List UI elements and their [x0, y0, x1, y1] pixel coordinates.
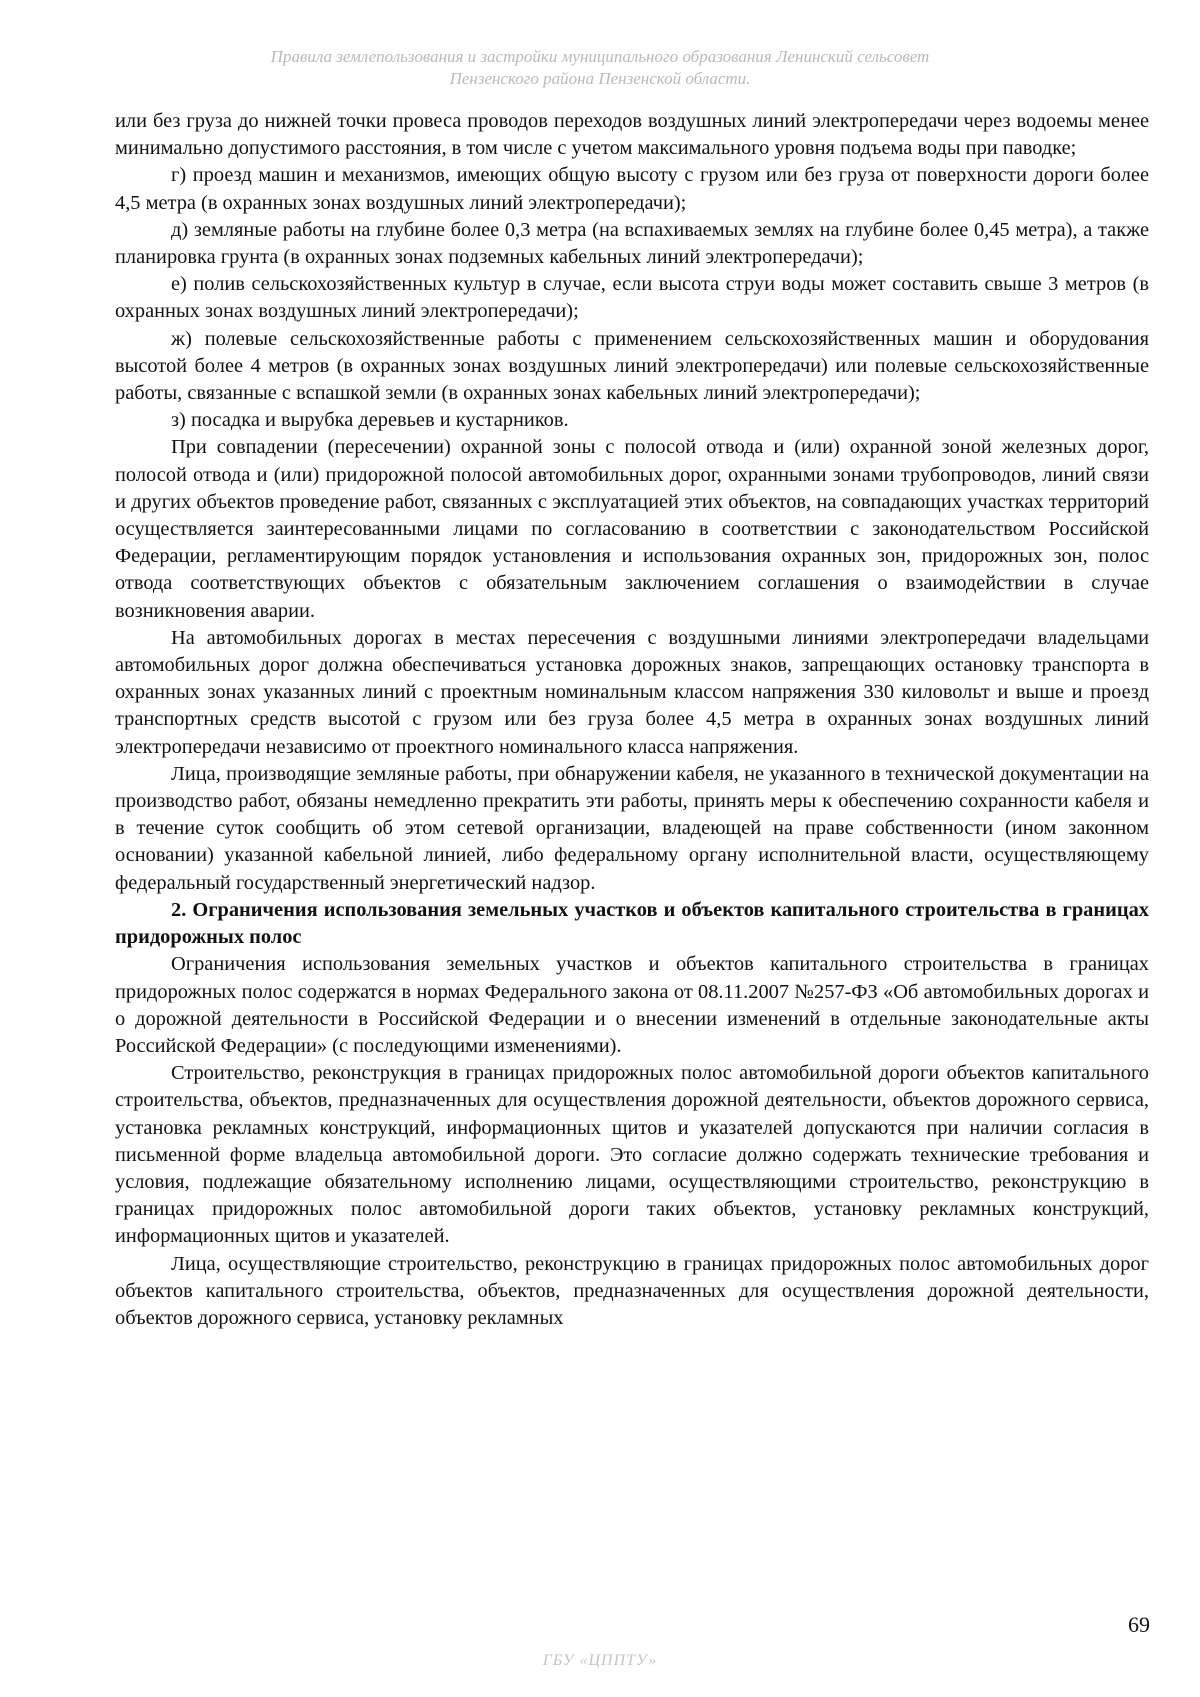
body-text [115, 108, 1149, 1332]
running-header [0, 46, 1200, 90]
list-item-z: з) посадка и вырубка деревьев и кустарников. [171, 409, 569, 432]
running-header-line-1: Правила землепользования и застройки муниципального образования Ленинский сельсовет [270, 47, 930, 66]
list-item-zh: ж) полевые сельскохозяйственные работы с применением сельскохозяйственных машин и оборудования высотой более 4 метров (в охранных зонах воздушных линий электропередачи) или полевые сельскохозяйственные работы, связанные с вспашкой земли (в охранных зонах кабельных линий электропередачи); [115, 327, 1149, 405]
paragraph: Лица, производящие земляные работы, при обнаружении кабеля, не указанного в технической документации на производство работ, обязаны немедленно прекратить эти работы, принять меры к обеспечению сохранности кабеля и в течение суток сообщить об этом сетевой организации, владеющей на праве собственности (ином законном основании) указанной кабельной линией, либо федеральному органу исполнительной власти, осуществляющему федеральный государственный энергетический надзор. [115, 762, 1149, 894]
paragraph: На автомобильных дорогах в местах пересечения с воздушными линиями электропередачи владельцами автомобильных дорог должна обеспечиваться установка дорожных знаков, запрещающих остановку транспорта в охранных зонах указанных линий с проектным номинальным классом напряжения 330 киловольт и выше и проезд транспортных средств высотой с грузом или без груза более 4,5 метра в охранных зонах воздушных линий электропередачи независимо от проектного номинального класса напряжения. [115, 626, 1149, 758]
paragraph: Ограничения использования земельных участков и объектов капитального строительства в границах придорожных полос содержатся в нормах Федерального закона от 08.11.2007 №257-ФЗ «Об автомобильных дорогах и о дорожной деятельности в Российской Федерации и о внесении изменений в отдельные законодательные акты Российской Федерации» (с последующими изменениями). [115, 953, 1149, 1057]
list-item-g: г) проезд машин и механизмов, имеющих общую высоту с грузом или без груза от поверхности дороги более 4,5 метра (в охранных зонах воздушных линий электропередачи); [115, 164, 1149, 214]
page-number: 69 [1128, 1612, 1150, 1637]
paragraph: При совпадении (пересечении) охранной зоны с полосой отвода и (или) охранной зоной железных дорог, полосой отвода и (или) придорожной полосой автомобильных дорог, охранными зонами трубопроводов, линий связи и других объектов проведение работ, связанных с эксплуатацией этих объектов, на совпадающих участках территорий осуществляется заинтересованными лицами по согласованию в соответствии с законодательством Российской Федерации, регламентирующим порядок установления и использования охранных зон, придорожных зон, полос отвода соответствующих объектов с обязательным заключением соглашения о взаимодействии в случае возникновения аварии. [115, 436, 1149, 622]
paragraph: Строительство, реконструкция в границах придорожных полос автомобильной дороги объектов капитального строительства, объектов, предназначенных для осуществления дорожной деятельности, объектов дорожного сервиса, установка рекламных конструкций, информационных щитов и указателей допускаются при наличии согласия в письменной форме владельца автомобильной дороги. Это согласие должно содержать технические требования и условия, подлежащие обязательному исполнению лицами, осуществляющими строительство, реконструкцию в границах придорожных полос автомобильной дороги таких объектов, установку рекламных конструкций, информационных щитов и указателей. [115, 1062, 1149, 1248]
running-header-line-2: Пензенского района Пензенской области. [449, 69, 751, 88]
paragraph: Лица, осуществляющие строительство, реконструкцию в границах придорожных полос автомобильных дорог объектов капитального строительства, объектов, предназначенных для осуществления дорожной деятельности, объектов дорожного сервиса, установку рекламных [115, 1252, 1149, 1329]
list-item-e: е) полив сельскохозяйственных культур в случае, если высота струи воды может составить свыше 3 метров (в охранных зонах воздушных линий электропередачи); [115, 273, 1149, 323]
list-item-d: д) земляные работы на глубине более 0,3 метра (на вспахиваемых землях на глубине более 0,45 метра), а также планировка грунта (в охранных зонах подземных кабельных линий электропередачи); [115, 218, 1149, 269]
running-footer: ГБУ «ЦППТУ» [542, 1652, 658, 1669]
paragraph: или без груза до нижней точки провеса проводов переходов воздушных линий электропередачи через водоемы менее минимально допустимого расстояния, в том числе с учетом максимального уровня подъема воды при паводке; [115, 110, 1149, 160]
section-heading: 2. Ограничения использования земельных участков и объектов капитального строительства в границах придорожных полос [115, 898, 1149, 949]
